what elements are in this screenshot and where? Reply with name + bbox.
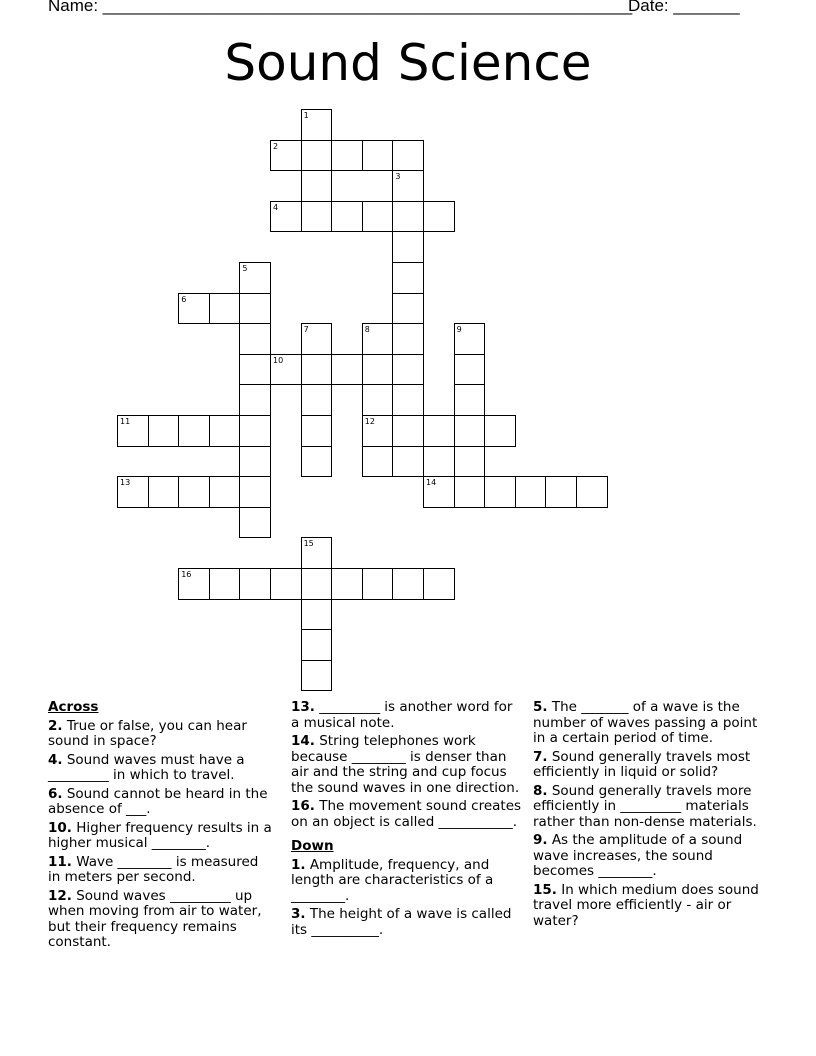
crossword-cell[interactable] [454,384,486,416]
crossword-cell[interactable] [454,354,486,386]
clue-text: In which medium does sound travel more efficiently - air or water? [533,881,759,929]
clue-number: 2. [48,717,63,734]
clue-across-10 [48,821,273,852]
cell-number: 10 [273,355,284,365]
crossword-cell[interactable] [362,568,394,600]
crossword-cell[interactable] [301,384,333,416]
clue-across-4 [48,753,273,784]
clues-column-3 [533,700,773,932]
cell-number: 2 [273,141,279,151]
crossword-cell[interactable] [362,140,394,172]
clues-column-2 [291,700,523,941]
cell-number: 4 [273,202,279,212]
page-title: Sound Science [224,34,592,92]
crossword-cell[interactable] [423,568,455,600]
clue-across-16 [291,799,523,830]
crossword-cell[interactable] [301,660,333,692]
cell-number: 1 [303,111,309,120]
crossword-cell[interactable] [392,201,424,233]
crossword-cell[interactable] [423,415,455,447]
clue-number: 7. [533,748,548,765]
clue-across-14 [291,734,523,796]
clue-text: Sound generally travels most efficiently in liquid or solid? [533,748,751,780]
cell-number: 15 [303,539,314,549]
clue-text: String telephones work because ________ is denser than air and the string and cup focus the sound waves in one direction. [291,733,520,796]
clue-text: The height of a wave is called its __________. [291,906,512,938]
crossword-cell[interactable] [484,415,516,447]
clue-across-12 [48,889,273,951]
crossword-cell[interactable] [362,446,394,478]
across-heading: Across [48,699,99,715]
cell-number: 6 [181,294,187,304]
crossword-cell[interactable] [301,323,333,355]
crossword-cell[interactable] [178,415,210,447]
crossword-cell[interactable] [148,415,180,447]
crossword-cell[interactable] [454,476,486,508]
crossword-cell[interactable] [239,568,271,600]
clue-number: 12. [48,887,72,904]
clue-down-3 [291,907,523,938]
crossword-cell[interactable] [209,293,241,325]
clue-number: 3. [291,906,306,922]
crossword-cell[interactable] [392,231,424,263]
crossword-cell[interactable] [392,262,424,294]
crossword-cell[interactable] [392,323,424,355]
cell-number: 13 [120,478,131,488]
crossword-cell[interactable] [178,568,210,600]
crossword-cell[interactable] [515,476,547,508]
clue-across-13 [291,700,523,731]
crossword-cell[interactable] [178,476,210,508]
cell-number: 12 [364,417,375,426]
crossword-cell[interactable] [209,476,241,508]
crossword-cell[interactable] [239,476,271,508]
clue-text: Sound generally travels more efficiently in _________ materials rather than non-dense materials. [533,782,757,830]
crossword-cell[interactable] [454,415,486,447]
crossword-cell[interactable] [239,446,271,478]
name-field[interactable]: Name: ________________________________________________________ [48,0,633,15]
crossword-cell[interactable] [392,568,424,600]
clue-text: Sound waves _________ up when moving from air to water, but their frequency remains constant. [48,887,262,950]
clue-text: True or false, you can hear sound in space? [48,717,247,749]
crossword-cell[interactable] [270,201,302,233]
cell-number: 5 [242,264,248,273]
crossword-cell[interactable] [148,476,180,508]
crossword-cell[interactable] [392,293,424,325]
crossword-cell[interactable] [454,323,486,355]
clue-text: Sound waves must have a _________ in which to travel. [48,751,245,783]
clue-text: Sound cannot be heard in the absence of ___. [48,785,268,817]
crossword-cell[interactable] [301,537,333,569]
crossword-cell[interactable] [239,293,271,325]
clue-down-5 [533,700,773,747]
crossword-cell[interactable] [301,568,333,600]
crossword-cell[interactable] [392,354,424,386]
clue-down-15 [533,883,773,930]
crossword-cell[interactable] [331,354,363,386]
crossword-cell[interactable] [392,384,424,416]
clue-text: Wave ________ is measured in meters per second. [48,853,259,885]
crossword-cell[interactable] [301,354,333,386]
cell-number: 11 [120,417,131,426]
clue-text: As the amplitude of a sound wave increases, the sound becomes ________. [533,832,743,879]
clue-across-6 [48,787,273,818]
clue-number: 14. [291,733,315,749]
clue-across-11 [48,855,273,886]
cell-number: 14 [426,478,437,488]
clue-number: 4. [48,751,63,768]
clue-number: 9. [533,832,548,848]
crossword-cell[interactable] [362,201,394,233]
clue-number: 13. [291,699,315,715]
crossword-cell[interactable] [331,201,363,233]
cell-number: 8 [364,325,370,335]
clue-down-8 [533,784,773,831]
crossword-cell[interactable] [270,354,302,386]
crossword-cell[interactable] [392,446,424,478]
crossword-cell[interactable] [362,323,394,355]
crossword-cell[interactable] [239,262,271,294]
crossword-cell[interactable] [423,476,455,508]
clue-number: 5. [533,699,548,715]
clue-across-2 [48,719,273,750]
cell-number: 3 [395,172,401,182]
clue-number: 10. [48,819,72,836]
clue-number: 8. [533,782,548,799]
crossword-cell[interactable] [178,293,210,325]
clues-column-1 [48,700,273,954]
crossword-cell[interactable] [331,568,363,600]
crossword-cell[interactable] [239,384,271,416]
crossword-cell[interactable] [301,415,333,447]
crossword-cell[interactable] [362,384,394,416]
cell-number: 7 [303,325,309,335]
clue-number: 15. [533,881,557,898]
clue-text: The movement sound creates on an object is called ___________. [291,798,522,830]
crossword-cell[interactable] [301,629,333,661]
clue-down-1 [291,858,523,905]
crossword-cell[interactable] [392,170,424,202]
crossword-cell[interactable] [331,140,363,172]
crossword-cell[interactable] [362,354,394,386]
crossword-cell[interactable] [392,140,424,172]
cell-number: 9 [456,325,462,335]
crossword-cell[interactable] [545,476,577,508]
crossword-cell[interactable] [301,109,333,141]
crossword-cell[interactable] [270,568,302,600]
clue-text: Amplitude, frequency, and length are characteristics of a ________. [291,856,494,904]
clue-down-9 [533,833,773,880]
crossword-cell[interactable] [576,476,608,508]
crossword-cell[interactable] [392,415,424,447]
crossword-cell[interactable] [484,476,516,508]
crossword-cell[interactable] [209,568,241,600]
clue-number: 6. [48,785,63,802]
clue-text: Higher frequency results in a higher musical ________. [48,819,272,851]
crossword-cell[interactable] [301,446,333,478]
clue-number: 1. [291,856,306,873]
clue-text: _________ is another word for a musical note. [291,699,513,731]
crossword-cell[interactable] [209,415,241,447]
crossword-cell[interactable] [423,201,455,233]
clue-number: 11. [48,853,72,870]
clue-text: The _______ of a wave is the number of waves passing a point in a certain period of time. [533,699,758,746]
crossword-cell[interactable] [239,354,271,386]
crossword-cell[interactable] [270,140,302,172]
cell-number: 16 [181,570,192,579]
crossword-cell[interactable] [301,201,333,233]
crossword-cell[interactable] [239,415,271,447]
crossword-cell[interactable] [239,507,271,539]
crossword-cell[interactable] [301,599,333,631]
crossword-cell[interactable] [239,323,271,355]
crossword-cell[interactable] [301,140,333,172]
crossword-cell[interactable] [362,415,394,447]
crossword-cell[interactable] [117,476,149,508]
crossword-cell[interactable] [301,170,333,202]
clue-down-7 [533,750,773,781]
date-field[interactable]: Date: _______ [628,0,740,15]
clue-number: 16. [291,798,315,814]
down-heading: Down [291,838,334,854]
crossword-cell[interactable] [117,415,149,447]
crossword-cell[interactable] [454,446,486,478]
